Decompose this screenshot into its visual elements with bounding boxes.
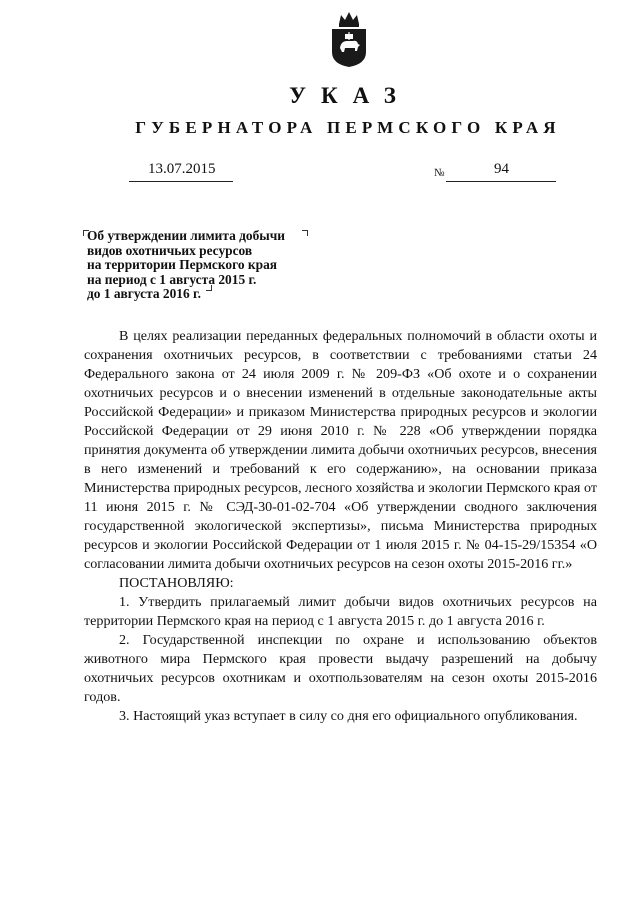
decree-heading: ПОСТАНОВЛЯЮ:: [119, 575, 234, 591]
decree-item: 3. Настоящий указ вступает в силу со дня его официального опубликования.: [119, 708, 578, 724]
document-title: УКАЗ: [289, 83, 411, 108]
coat-of-arms-emblem: [329, 10, 369, 68]
document-subtitle: ГУБЕРНАТОРА ПЕРМСКОГО КРАЯ: [135, 118, 561, 137]
subject-line: на территории Пермского края: [87, 257, 278, 273]
document-subject: [87, 229, 327, 302]
subject-line: на период с 1 августа 2015 г.: [87, 271, 257, 287]
number-label: №: [434, 167, 445, 179]
document-number: 94: [494, 161, 509, 177]
subject-line: до 1 августа 2016 г.: [87, 286, 201, 302]
decree-item: 2. Государственной инспекции по охране и использованию объектов животного мира Пермского края провести выдачу разрешений на добычу охотничьих ресурсов охотникам и охотпользователям на сезон охоты 2015-2016 годов.: [84, 632, 597, 705]
preamble-paragraph: В целях реализации переданных федеральных полномочий в области охоты и сохранения охотничьих ресурсов, в соответствии с требованиями статьи 24 Федерального закона от 24 июля 2009 г. № 209-ФЗ «Об охоте и о сохранении охотничьих ресурсов и о внесении изменений в отдельные законодательные акты Российской Федерации» и приказом Министерства природных ресурсов и экологии Российской Федерации от 29 июня 2010 г. № 228 «Об утверждении порядка принятия документа об утверждении лимита добычи охотничьих ресурсов, внесения в него изменений и требований к его содержанию», на основании приказа Министерства природных ресурсов, лесного хозяйства и экологии Пермского края от 11 июня 2015 г. № СЭД-30-01-02-704 «Об утверждении сводного заключения государственной экологической экспертизы», письма Министерства природных ресурсов и экологии Российской Федерации от 1 июля 2015 г. № 04-15-29/15354 «О согласовании лимита добычи охотничьих ресурсов на сезон охоты 2015-2016 гг.»: [84, 328, 597, 572]
subject-line: видов охотничьих ресурсов: [87, 242, 253, 258]
document-date: 13.07.2015: [148, 161, 216, 177]
decree-item: 1. Утвердить прилагаемый лимит добычи видов охотничьих ресурсов на территории Пермского края на период с 1 августа 2015 г. до 1 августа 2016 г.: [84, 594, 597, 629]
subject-line: Об утверждении лимита добычи: [87, 228, 286, 243]
document-body: [84, 327, 597, 726]
